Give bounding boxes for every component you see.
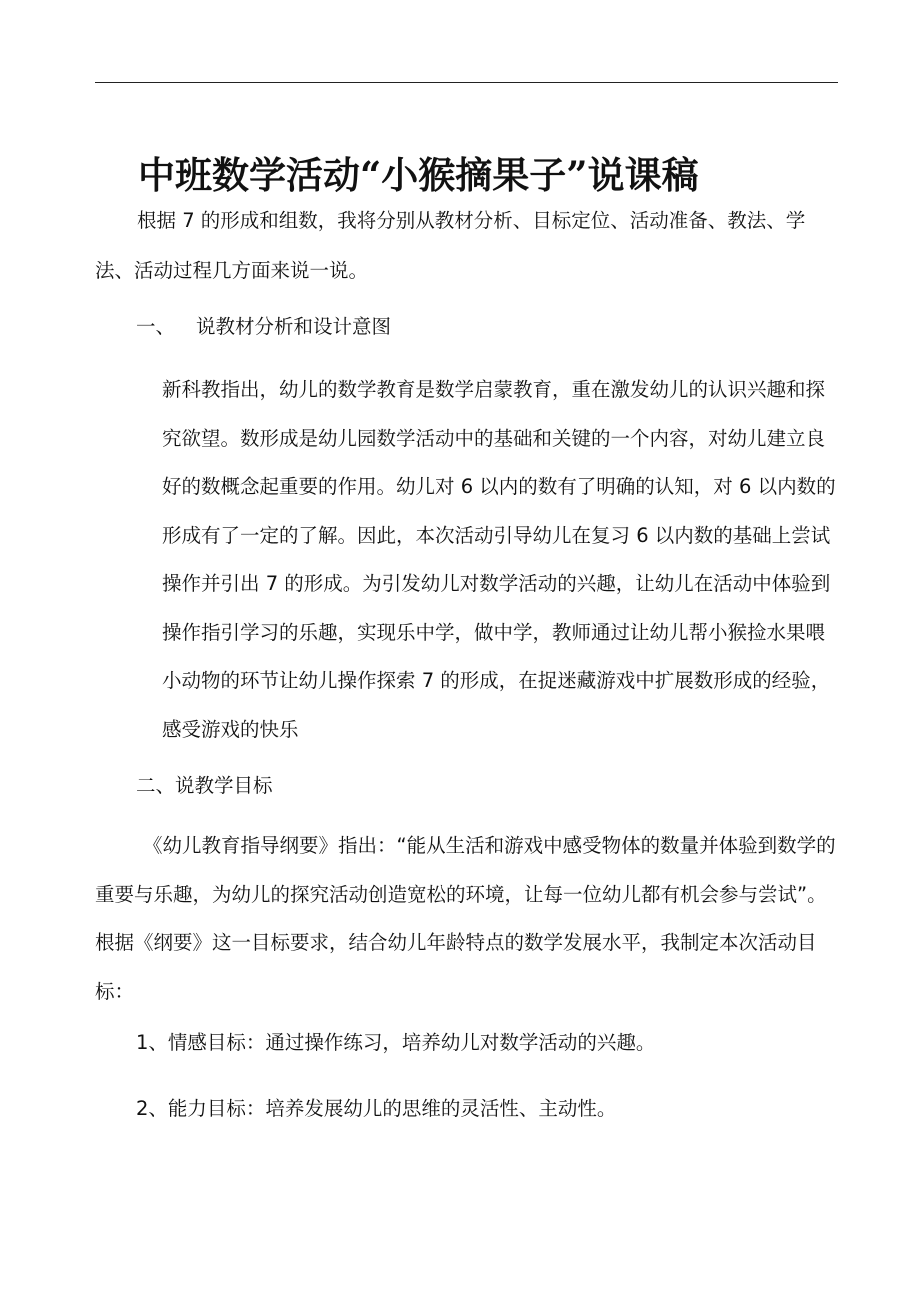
document-title: 中班数学活动“小猴摘果子”说课稿	[138, 152, 699, 197]
goal-item: 2、能力目标：培养发展幼儿的思维的灵活性、主动性。	[136, 1097, 617, 1120]
goal-item: 1、情感目标：通过操作练习，培养幼儿对数学活动的兴趣。	[136, 1031, 656, 1054]
header-rule	[95, 82, 838, 83]
section-2-body: 《幼儿教育指导纲要》指出：“能从生活和游戏中感受物体的数量并体验到数学的重要与乐趣，为幼儿的探究活动创造宽松的环境，让每一位幼儿都有机会参与尝试”。根据《纲要》这一目标要求，结合幼儿年龄特点的数学发展水平，我制定本次活动目标：	[95, 834, 836, 1003]
section-1-heading	[136, 302, 391, 352]
intro-paragraph: 根据 7 的形成和组数，我将分别从教材分析、目标定位、活动准备、教法、学法、活动过程几方面来说一说。	[95, 209, 806, 282]
section-1-number: 一、	[136, 315, 176, 338]
section-1-body: 新科教指出，幼儿的数学教育是数学启蒙教育，重在激发幼儿的认识兴趣和探究欲望。数形成是幼儿园数学活动中的基础和关键的一个内容，对幼儿建立良好的数概念起重要的作用。幼儿对 6 以内的数有了明确的认知，对 6 以内数的形成有了一定的了解。因此，本次活动引导幼儿在复习 6 以内数的基础上尝试操作并引出 7 的形成。为引发幼儿对数学活动的兴趣，让幼儿在活动中体验到操作指引学习的乐趣，实现乐中学，做中学，教师通过让幼儿帮小猴捡水果喂小动物的环节让幼儿操作探索 7 的形成，在捉迷藏游戏中扩展数形成的经验，感受游戏的快乐	[162, 378, 836, 741]
section-2-heading: 二、说教学目标	[136, 774, 273, 797]
section-1-heading-text: 说教材分析和设计意图	[196, 315, 392, 338]
